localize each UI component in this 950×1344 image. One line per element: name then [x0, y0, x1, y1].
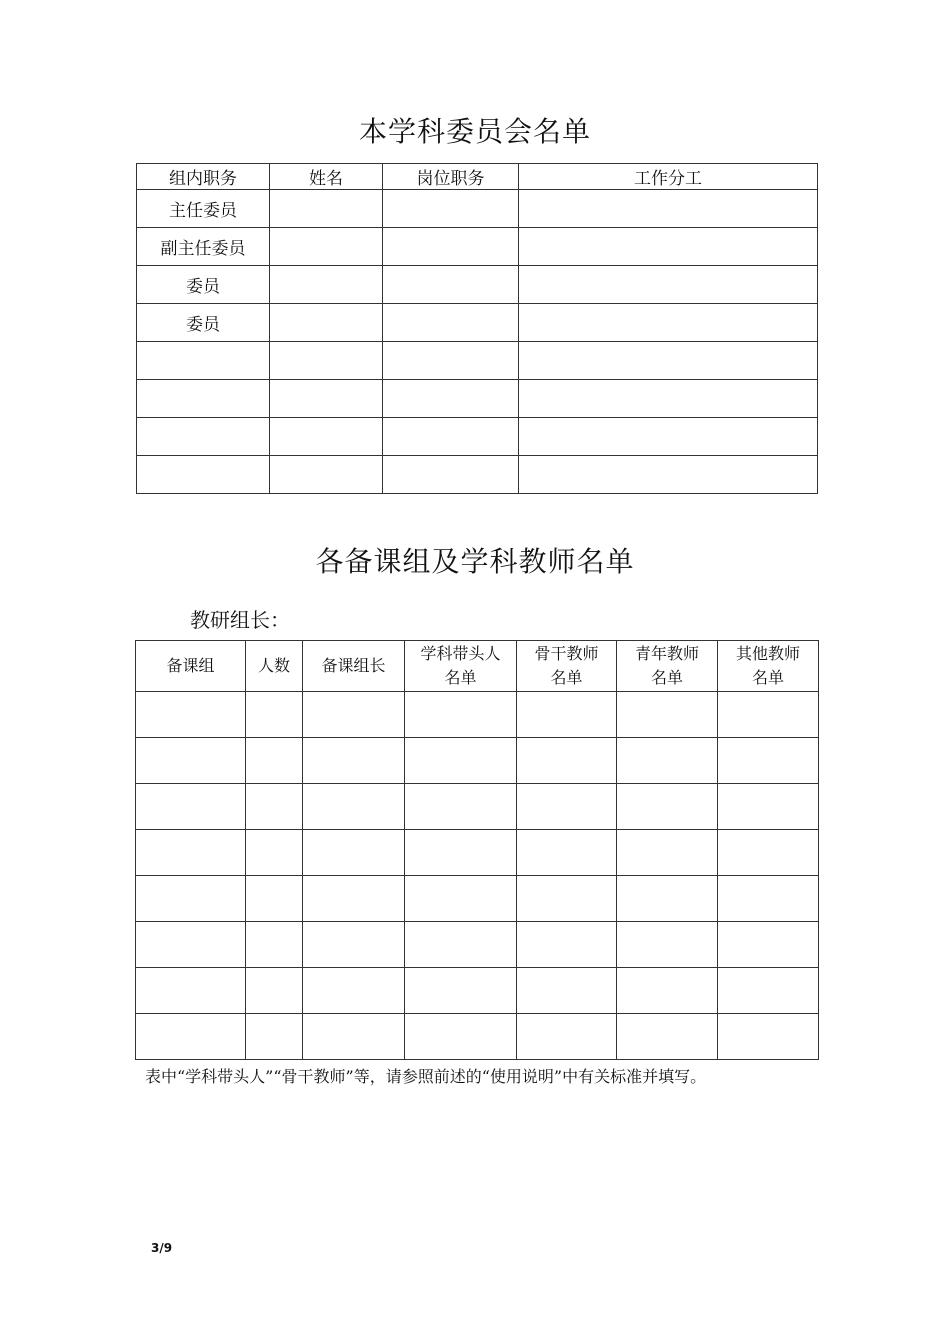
committee-cell: [383, 190, 519, 228]
committee-header-cell: 岗位职务: [383, 164, 519, 190]
committee-cell: [270, 190, 383, 228]
teachers-row: [136, 968, 819, 1014]
committee-cell: [270, 380, 383, 418]
header-line: 骨干教师: [534, 644, 599, 663]
header-line: 名单: [751, 668, 784, 687]
header-line: 人数: [257, 656, 290, 675]
teachers-cell: [718, 692, 819, 738]
teachers-cell: [517, 876, 617, 922]
teachers-cell: [303, 1014, 405, 1060]
committee-row: [137, 228, 818, 266]
committee-cell: [519, 380, 818, 418]
committee-cell: [137, 418, 270, 456]
teachers-cell: [246, 968, 303, 1014]
teachers-cell: [136, 738, 246, 784]
teachers-cell: [136, 784, 246, 830]
committee-cell: [383, 418, 519, 456]
teachers-cell: [136, 1014, 246, 1060]
committee-header-cell: 组内职务: [137, 164, 270, 190]
committee-header-cell: 姓名: [270, 164, 383, 190]
committee-table: [136, 163, 818, 494]
teachers-row: [136, 784, 819, 830]
teachers-cell: [136, 876, 246, 922]
header-line: 备课组: [166, 656, 215, 675]
teachers-cell: [136, 922, 246, 968]
teachers-cell: [617, 876, 718, 922]
teachers-row: [136, 1014, 819, 1060]
committee-cell: [519, 266, 818, 304]
committee-cell: 委员: [137, 304, 270, 342]
teachers-header-row: [136, 641, 819, 692]
committee-cell: [383, 304, 519, 342]
committee-cell: [383, 380, 519, 418]
committee-cell: [270, 304, 383, 342]
committee-row: [137, 190, 818, 228]
teachers-cell: [405, 784, 517, 830]
committee-cell: [519, 190, 818, 228]
committee-cell: [519, 456, 818, 494]
teachers-cell: [617, 784, 718, 830]
committee-cell: [383, 228, 519, 266]
teachers-cell: [405, 876, 517, 922]
teachers-cell: [617, 922, 718, 968]
teachers-header-cell: [303, 641, 405, 692]
committee-cell: [519, 342, 818, 380]
teachers-row: [136, 922, 819, 968]
committee-cell: [383, 342, 519, 380]
teachers-header-cell: [617, 641, 718, 692]
teachers-row: [136, 876, 819, 922]
committee-cell: [270, 266, 383, 304]
teachers-cell: [303, 876, 405, 922]
teachers-cell: [517, 692, 617, 738]
teachers-row: [136, 830, 819, 876]
committee-header-row: [137, 164, 818, 190]
teachers-cell: [136, 968, 246, 1014]
committee-row: [137, 266, 818, 304]
teachers-header-cell: [405, 641, 517, 692]
teachers-cell: [617, 830, 718, 876]
teachers-row: [136, 738, 819, 784]
teachers-cell: [136, 830, 246, 876]
teachers-cell: [303, 830, 405, 876]
teachers-cell: [246, 1014, 303, 1060]
committee-row: [137, 342, 818, 380]
committee-cell: [270, 456, 383, 494]
teachers-cell: [405, 738, 517, 784]
teachers-cell: [303, 922, 405, 968]
teachers-cell: [246, 784, 303, 830]
committee-cell: [519, 228, 818, 266]
teachers-cell: [517, 738, 617, 784]
committee-cell: 委员: [137, 266, 270, 304]
teachers-cell: [617, 968, 718, 1014]
teachers-header-cell: [246, 641, 303, 692]
committee-title: 本学科委员会名单: [358, 115, 591, 148]
header-line: 学科带头人: [420, 644, 501, 663]
header-line: 备课组长: [321, 656, 386, 675]
teachers-cell: [246, 692, 303, 738]
committee-row: [137, 418, 818, 456]
header-line: 名单: [444, 668, 477, 687]
committee-header-cell: 工作分工: [519, 164, 818, 190]
teachers-cell: [136, 692, 246, 738]
teachers-cell: [517, 968, 617, 1014]
committee-cell: [137, 342, 270, 380]
committee-cell: [137, 456, 270, 494]
committee-cell: [270, 418, 383, 456]
teachers-cell: [405, 922, 517, 968]
teachers-cell: [405, 830, 517, 876]
teachers-table-body: [136, 692, 819, 1060]
teachers-cell: [303, 968, 405, 1014]
teachers-cell: [517, 922, 617, 968]
teachers-cell: [718, 830, 819, 876]
teachers-cell: [246, 830, 303, 876]
leader-label: 教研组长：: [190, 608, 290, 632]
teachers-cell: [303, 784, 405, 830]
committee-cell: 主任委员: [137, 190, 270, 228]
teachers-header-cell: [136, 641, 246, 692]
teachers-title: 各备课组及学科教师名单: [315, 545, 635, 578]
teachers-cell: [246, 738, 303, 784]
teachers-cell: [303, 738, 405, 784]
header-line: 名单: [550, 668, 583, 687]
teachers-cell: [405, 968, 517, 1014]
teachers-cell: [517, 784, 617, 830]
committee-cell: [383, 456, 519, 494]
header-line: 其他教师: [735, 644, 800, 663]
table-note: 表中“学科带头人”“骨干教师”等，请参照前述的“使用说明”中有关标准并填写。: [145, 1067, 707, 1086]
teachers-cell: [617, 738, 718, 784]
committee-cell: [383, 266, 519, 304]
teachers-cell: [517, 830, 617, 876]
teachers-row: [136, 692, 819, 738]
committee-cell: [270, 342, 383, 380]
teachers-cell: [718, 738, 819, 784]
committee-cell: 副主任委员: [137, 228, 270, 266]
committee-cell: [519, 304, 818, 342]
teachers-cell: [718, 1014, 819, 1060]
teachers-cell: [617, 692, 718, 738]
committee-cell: [270, 228, 383, 266]
teachers-cell: [718, 968, 819, 1014]
committee-cell: [137, 380, 270, 418]
teachers-cell: [405, 692, 517, 738]
committee-cell: [519, 418, 818, 456]
teachers-header-cell: [718, 641, 819, 692]
header-line: 青年教师: [634, 644, 699, 663]
committee-row: [137, 380, 818, 418]
page-number: 3/9: [151, 1241, 173, 1255]
teachers-cell: [718, 922, 819, 968]
header-line: 名单: [650, 668, 683, 687]
teachers-cell: [303, 692, 405, 738]
teachers-table: [135, 640, 819, 1060]
teachers-cell: [517, 1014, 617, 1060]
teachers-header-cell: [517, 641, 617, 692]
teachers-cell: [246, 922, 303, 968]
teachers-cell: [246, 876, 303, 922]
teachers-cell: [718, 784, 819, 830]
committee-row: [137, 456, 818, 494]
teachers-cell: [718, 876, 819, 922]
committee-row: [137, 304, 818, 342]
teachers-cell: [405, 1014, 517, 1060]
teachers-cell: [617, 1014, 718, 1060]
